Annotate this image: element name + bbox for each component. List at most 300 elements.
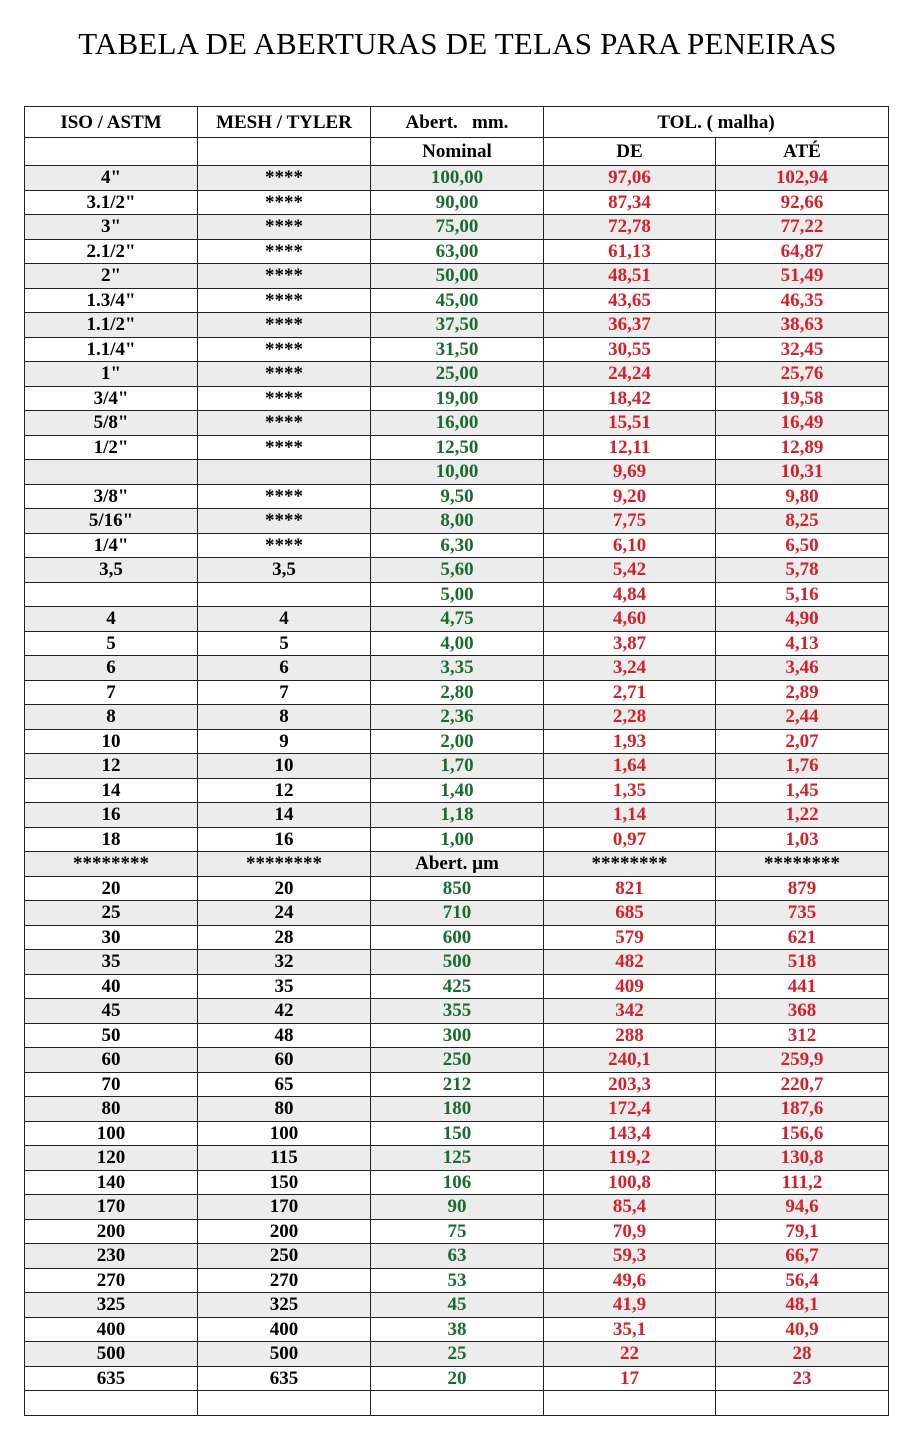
cell-mesh-tyler: 9 [198,729,371,754]
cell-tol-de: 1,64 [544,754,716,779]
cell-tol-de: 72,78 [544,215,716,240]
cell-mesh-tyler: 500 [198,1342,371,1367]
cell-tol-de: 49,6 [544,1268,716,1293]
cell-iso-astm: 120 [25,1146,198,1171]
table-row [25,533,889,558]
col-header-mesh-tyler: MESH / TYLER [198,107,371,138]
cell-tol-ate: 10,31 [716,460,889,485]
table-row [25,1244,889,1269]
table-row [25,1146,889,1171]
cell-nominal: 100,00 [371,166,544,191]
table-row [25,631,889,656]
header-row-2 [25,138,889,166]
cell-mesh-tyler: **** [198,435,371,460]
cell-tol-ate: 64,87 [716,239,889,264]
cell-nominal: 125 [371,1146,544,1171]
cell-iso-astm: 16 [25,803,198,828]
cell-mesh-tyler: **** [198,166,371,191]
cell-tol-de: 43,65 [544,288,716,313]
cell-nominal: 25 [371,1342,544,1367]
cell-nominal: 75,00 [371,215,544,240]
cell-mesh-tyler: ******** [198,852,371,877]
cell-iso-astm: 45 [25,999,198,1024]
table-row [25,827,889,852]
cell-tol-de: 36,37 [544,313,716,338]
cell-tol-ate: 66,7 [716,1244,889,1269]
cell-tol-de: 4,84 [544,582,716,607]
sieve-table [24,106,889,1416]
cell-tol-ate: 79,1 [716,1219,889,1244]
cell-tol-de: 41,9 [544,1293,716,1318]
cell-mesh-tyler: 270 [198,1268,371,1293]
cell-iso-astm: 20 [25,876,198,901]
cell-tol-ate: 312 [716,1023,889,1048]
cell-tol-ate: 111,2 [716,1170,889,1195]
table-row [25,1366,889,1391]
cell-tol-ate: 19,58 [716,386,889,411]
cell-nominal: 250 [371,1048,544,1073]
cell-tol-ate: 735 [716,901,889,926]
cell-iso-astm: 14 [25,778,198,803]
cell-iso-astm: 35 [25,950,198,975]
cell-tol-de: 240,1 [544,1048,716,1073]
table-row [25,484,889,509]
cell-iso-astm: 1/4" [25,533,198,558]
cell-tol-de: 9,69 [544,460,716,485]
cell-iso-astm: 6 [25,656,198,681]
cell-nominal: 2,80 [371,680,544,705]
table-row [25,974,889,999]
cell-mesh-tyler: 5 [198,631,371,656]
cell-nominal: 45 [371,1293,544,1318]
table-row [25,313,889,338]
cell-iso-astm: 3,5 [25,558,198,583]
table-header [25,107,889,166]
cell-mesh-tyler: 4 [198,607,371,632]
subheader-nominal: Nominal [371,138,544,166]
cell-iso-astm: 5/16" [25,509,198,534]
cell-mesh-tyler: **** [198,533,371,558]
cell-tol-ate: 368 [716,999,889,1024]
cell-iso-astm: 635 [25,1366,198,1391]
cell-nominal: 38 [371,1317,544,1342]
cell-tol-de: 3,87 [544,631,716,656]
cell-tol-ate: 879 [716,876,889,901]
col-header-tolerance: TOL. ( malha) [544,107,889,138]
cell-iso-astm: 4 [25,607,198,632]
cell-iso-astm: 5/8" [25,411,198,436]
cell-tol-ate: 2,89 [716,680,889,705]
cell-nominal: 1,00 [371,827,544,852]
cell-tol-ate: 9,80 [716,484,889,509]
cell-tol-de: 6,10 [544,533,716,558]
cell-mesh-tyler: 28 [198,925,371,950]
cell-tol-de: 2,28 [544,705,716,730]
cell-tol-de: 203,3 [544,1072,716,1097]
cell-mesh-tyler: 325 [198,1293,371,1318]
cell-nominal: 5,00 [371,582,544,607]
cell-nominal: 16,00 [371,411,544,436]
cell-mesh-tyler: 10 [198,754,371,779]
cell-nominal: 9,50 [371,484,544,509]
cell-mesh-tyler [198,582,371,607]
cell-mesh-tyler: 20 [198,876,371,901]
cell-iso-astm: 3" [25,215,198,240]
cell-tol-de: 288 [544,1023,716,1048]
cell-tol-de: 17 [544,1366,716,1391]
cell-iso-astm [25,1391,198,1416]
cell-nominal: Abert. µm [371,852,544,877]
cell-iso-astm: 500 [25,1342,198,1367]
cell-tol-ate: 56,4 [716,1268,889,1293]
cell-tol-de: 9,20 [544,484,716,509]
cell-iso-astm: 270 [25,1268,198,1293]
table-row [25,1195,889,1220]
cell-nominal: 63 [371,1244,544,1269]
cell-tol-ate: 16,49 [716,411,889,436]
table-row [25,1170,889,1195]
table-row [25,337,889,362]
cell-iso-astm: 4" [25,166,198,191]
table-row [25,362,889,387]
cell-mesh-tyler: 35 [198,974,371,999]
cell-nominal: 19,00 [371,386,544,411]
cell-iso-astm: 18 [25,827,198,852]
cell-tol-de: 1,35 [544,778,716,803]
cell-nominal: 63,00 [371,239,544,264]
table-row [25,509,889,534]
table-row [25,166,889,191]
cell-mesh-tyler: **** [198,484,371,509]
table-body [25,166,889,1416]
table-row [25,803,889,828]
cell-iso-astm: 12 [25,754,198,779]
cell-tol-ate: 51,49 [716,264,889,289]
col-header-iso-astm: ISO / ASTM [25,107,198,138]
cell-tol-de [544,1391,716,1416]
cell-tol-ate: 12,89 [716,435,889,460]
cell-mesh-tyler: 32 [198,950,371,975]
cell-tol-de: 22 [544,1342,716,1367]
cell-nominal: 425 [371,974,544,999]
cell-iso-astm: 170 [25,1195,198,1220]
cell-iso-astm: 60 [25,1048,198,1073]
cell-iso-astm: 3/8" [25,484,198,509]
cell-mesh-tyler: 16 [198,827,371,852]
cell-tol-de: 61,13 [544,239,716,264]
table-row [25,215,889,240]
cell-mesh-tyler: 100 [198,1121,371,1146]
cell-nominal: 3,35 [371,656,544,681]
cell-iso-astm: 140 [25,1170,198,1195]
cell-tol-ate: 6,50 [716,533,889,558]
cell-iso-astm: 3/4" [25,386,198,411]
cell-iso-astm: 1" [25,362,198,387]
cell-mesh-tyler: 7 [198,680,371,705]
subheader-empty-mesh [198,138,371,166]
cell-mesh-tyler: 200 [198,1219,371,1244]
cell-iso-astm [25,582,198,607]
cell-tol-ate: 32,45 [716,337,889,362]
table-row [25,876,889,901]
cell-nominal: 12,50 [371,435,544,460]
cell-mesh-tyler: 12 [198,778,371,803]
cell-tol-de: 5,42 [544,558,716,583]
cell-tol-de: ******** [544,852,716,877]
cell-nominal: 5,60 [371,558,544,583]
cell-nominal: 8,00 [371,509,544,534]
cell-tol-de: 143,4 [544,1121,716,1146]
cell-tol-de: 685 [544,901,716,926]
table-row [25,1391,889,1416]
cell-nominal: 20 [371,1366,544,1391]
table-row [25,582,889,607]
cell-nominal: 31,50 [371,337,544,362]
cell-tol-de: 3,24 [544,656,716,681]
cell-mesh-tyler: 115 [198,1146,371,1171]
cell-tol-de: 821 [544,876,716,901]
cell-mesh-tyler: **** [198,509,371,534]
table-row [25,950,889,975]
table-row [25,1268,889,1293]
table-row [25,1072,889,1097]
cell-mesh-tyler: 250 [198,1244,371,1269]
cell-nominal: 45,00 [371,288,544,313]
cell-tol-ate: 8,25 [716,509,889,534]
cell-nominal [371,1391,544,1416]
table-row [25,1219,889,1244]
cell-tol-de: 48,51 [544,264,716,289]
cell-tol-ate: 220,7 [716,1072,889,1097]
cell-tol-de: 30,55 [544,337,716,362]
cell-tol-de: 70,9 [544,1219,716,1244]
cell-tol-de: 24,24 [544,362,716,387]
cell-mesh-tyler: **** [198,362,371,387]
cell-nominal: 50,00 [371,264,544,289]
header-row-1 [25,107,889,138]
cell-tol-ate: 77,22 [716,215,889,240]
table-row [25,754,889,779]
cell-mesh-tyler: 42 [198,999,371,1024]
cell-nominal: 106 [371,1170,544,1195]
cell-iso-astm: 2" [25,264,198,289]
cell-tol-ate: 102,94 [716,166,889,191]
cell-nominal: 150 [371,1121,544,1146]
cell-tol-de: 15,51 [544,411,716,436]
cell-nominal: 2,36 [371,705,544,730]
cell-mesh-tyler: 24 [198,901,371,926]
cell-mesh-tyler: 48 [198,1023,371,1048]
cell-mesh-tyler: **** [198,239,371,264]
cell-iso-astm [25,460,198,485]
table-row [25,999,889,1024]
cell-mesh-tyler: **** [198,337,371,362]
cell-mesh-tyler: **** [198,313,371,338]
table-row [25,680,889,705]
cell-tol-ate: 156,6 [716,1121,889,1146]
cell-tol-ate: 25,76 [716,362,889,387]
cell-tol-ate: 2,07 [716,729,889,754]
cell-nominal: 6,30 [371,533,544,558]
cell-iso-astm: 7 [25,680,198,705]
table-row [25,460,889,485]
cell-tol-ate: 38,63 [716,313,889,338]
cell-iso-astm: 5 [25,631,198,656]
cell-nominal: 180 [371,1097,544,1122]
cell-mesh-tyler: **** [198,288,371,313]
cell-mesh-tyler: 80 [198,1097,371,1122]
cell-tol-ate: ******** [716,852,889,877]
cell-nominal: 4,00 [371,631,544,656]
col-header-abert-mm: Abert. mm. [371,107,544,138]
cell-iso-astm: 1.1/2" [25,313,198,338]
cell-tol-de: 342 [544,999,716,1024]
cell-mesh-tyler: 400 [198,1317,371,1342]
cell-tol-ate: 1,76 [716,754,889,779]
cell-iso-astm: 230 [25,1244,198,1269]
cell-mesh-tyler [198,460,371,485]
cell-mesh-tyler: 635 [198,1366,371,1391]
cell-iso-astm: 50 [25,1023,198,1048]
cell-tol-de: 35,1 [544,1317,716,1342]
cell-tol-ate: 5,16 [716,582,889,607]
table-row [25,1048,889,1073]
cell-nominal: 500 [371,950,544,975]
cell-nominal: 710 [371,901,544,926]
table-row [25,288,889,313]
cell-tol-de: 119,2 [544,1146,716,1171]
cell-nominal: 75 [371,1219,544,1244]
cell-tol-ate: 518 [716,950,889,975]
cell-nominal: 1,40 [371,778,544,803]
cell-tol-ate: 621 [716,925,889,950]
cell-nominal: 4,75 [371,607,544,632]
cell-tol-ate: 130,8 [716,1146,889,1171]
table-row [25,411,889,436]
cell-nominal: 1,18 [371,803,544,828]
cell-nominal: 10,00 [371,460,544,485]
cell-iso-astm: 1/2" [25,435,198,460]
table-row [25,190,889,215]
cell-tol-de: 1,93 [544,729,716,754]
cell-mesh-tyler: 14 [198,803,371,828]
cell-tol-ate: 40,9 [716,1317,889,1342]
cell-tol-de: 0,97 [544,827,716,852]
cell-tol-de: 100,8 [544,1170,716,1195]
cell-nominal: 25,00 [371,362,544,387]
cell-tol-ate: 5,78 [716,558,889,583]
table-row [25,435,889,460]
cell-tol-ate: 1,22 [716,803,889,828]
table-row [25,1342,889,1367]
cell-iso-astm: 400 [25,1317,198,1342]
table-row [25,264,889,289]
cell-nominal: 37,50 [371,313,544,338]
cell-tol-de: 97,06 [544,166,716,191]
cell-mesh-tyler: 60 [198,1048,371,1073]
table-row [25,558,889,583]
cell-mesh-tyler [198,1391,371,1416]
cell-tol-de: 2,71 [544,680,716,705]
cell-nominal: 600 [371,925,544,950]
cell-tol-de: 18,42 [544,386,716,411]
cell-iso-astm: 40 [25,974,198,999]
table-row [25,1121,889,1146]
table-row [25,1023,889,1048]
subheader-ate: ATÉ [716,138,889,166]
cell-tol-ate: 28 [716,1342,889,1367]
cell-tol-de: 482 [544,950,716,975]
cell-tol-de: 579 [544,925,716,950]
cell-iso-astm: 10 [25,729,198,754]
cell-tol-ate: 259,9 [716,1048,889,1073]
cell-tol-ate: 46,35 [716,288,889,313]
cell-iso-astm: 3.1/2" [25,190,198,215]
cell-iso-astm: 8 [25,705,198,730]
unit-separator-row [25,852,889,877]
cell-mesh-tyler: 8 [198,705,371,730]
table-row [25,386,889,411]
table-row [25,1097,889,1122]
cell-nominal: 2,00 [371,729,544,754]
cell-mesh-tyler: 6 [198,656,371,681]
cell-iso-astm: 25 [25,901,198,926]
cell-iso-astm: 80 [25,1097,198,1122]
cell-tol-ate: 94,6 [716,1195,889,1220]
cell-nominal: 90 [371,1195,544,1220]
cell-iso-astm: 200 [25,1219,198,1244]
cell-tol-ate: 187,6 [716,1097,889,1122]
cell-nominal: 850 [371,876,544,901]
table-row [25,1317,889,1342]
table-row [25,778,889,803]
cell-nominal: 300 [371,1023,544,1048]
table-row [25,239,889,264]
table-row [25,607,889,632]
subheader-empty-iso [25,138,198,166]
cell-tol-ate: 441 [716,974,889,999]
cell-mesh-tyler: **** [198,215,371,240]
cell-tol-ate: 4,90 [716,607,889,632]
cell-mesh-tyler: **** [198,411,371,436]
cell-tol-de: 59,3 [544,1244,716,1269]
cell-tol-de: 7,75 [544,509,716,534]
cell-tol-de: 1,14 [544,803,716,828]
cell-tol-ate: 92,66 [716,190,889,215]
cell-mesh-tyler: **** [198,190,371,215]
cell-tol-ate: 1,03 [716,827,889,852]
cell-tol-de: 85,4 [544,1195,716,1220]
cell-tol-ate: 1,45 [716,778,889,803]
cell-nominal: 355 [371,999,544,1024]
cell-nominal: 53 [371,1268,544,1293]
cell-iso-astm: 30 [25,925,198,950]
cell-mesh-tyler: 65 [198,1072,371,1097]
cell-tol-ate: 2,44 [716,705,889,730]
table-row [25,1293,889,1318]
cell-mesh-tyler: 150 [198,1170,371,1195]
cell-iso-astm: 2.1/2" [25,239,198,264]
cell-iso-astm: 325 [25,1293,198,1318]
cell-tol-de: 409 [544,974,716,999]
cell-tol-de: 12,11 [544,435,716,460]
cell-tol-de: 87,34 [544,190,716,215]
table-row [25,705,889,730]
subheader-de: DE [544,138,716,166]
cell-tol-ate: 4,13 [716,631,889,656]
cell-mesh-tyler: **** [198,264,371,289]
cell-mesh-tyler: **** [198,386,371,411]
